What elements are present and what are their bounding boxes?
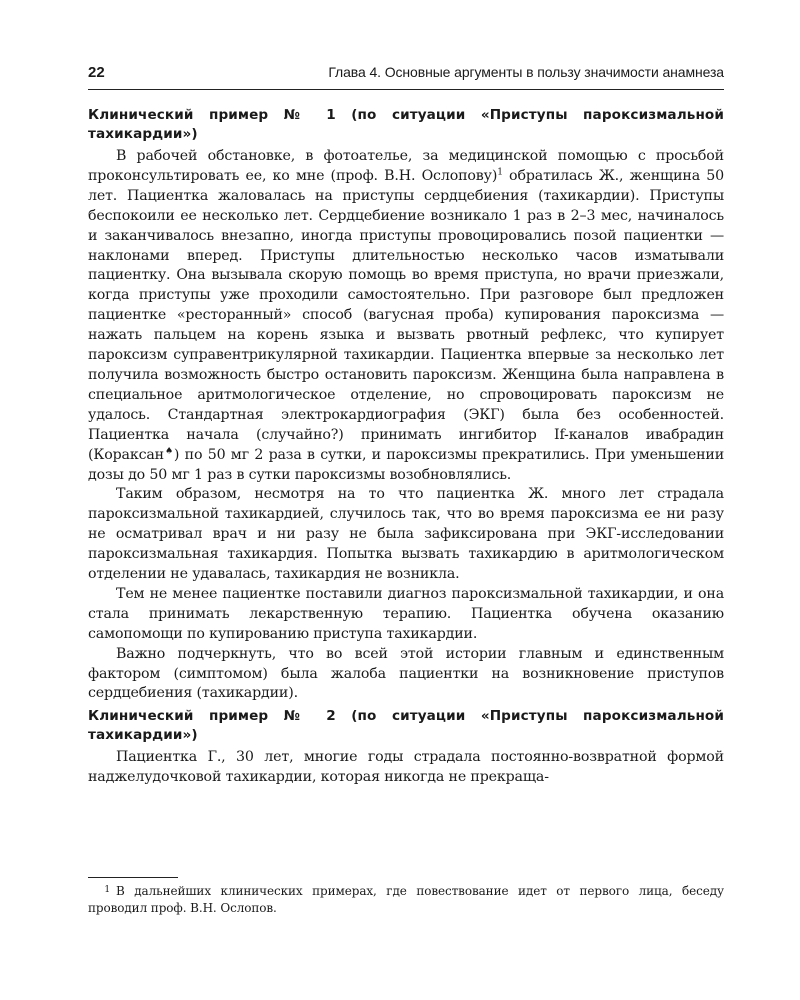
running-header — [88, 62, 724, 86]
registered-mark: ♠ — [163, 445, 174, 456]
case-1-paragraph-4: Важно подчеркнуть, что во всей этой истории главным и единственным фактором (симптомом) была жалоба пациентки на возникновение приступов сердцебиения (тахикардии). — [88, 645, 724, 702]
case-1-p1-text-start: В рабочей обстановке, в фотоателье, за медицинской помощью с просьбой проконсультировать ее, ко мне (проф. В.Н. Ослопову) — [88, 148, 724, 184]
case-1-p1-text-end: ) по 50 мг 2 раза в сутки, и пароксизмы прекратились. При уменьшении дозы до 50 мг 1 раз в сутки пароксизмы возобновлялись. — [88, 446, 724, 483]
case-1-paragraph-3: Тем не менее пациентке поставили диагноз пароксизмальной тахикардии, и она стала принимать лекарственную терапию. Пациентка обучена оказанию самопомощи по купированию приступа тахикардии. — [88, 585, 724, 642]
page-body — [88, 106, 724, 788]
case-1-paragraph-1 — [88, 147, 724, 485]
footnote-divider — [88, 877, 178, 878]
footnote — [88, 882, 724, 917]
case-1-p1-text-middle: обратилась Ж., женщина 50 лет. Пациентка жаловалась на приступы сердцебиения (тахикардии). Приступы беспокоили ее несколько лет. Сердцебиение возникало 1 раз в 2–3 мес, начиналось и заканчивалось внезапно, иногда приступы провоцировались позой пациентки — наклонами вперед. Приступы длительностью несколько часов изматывали пациентку. Она вызывала скорую помощь во время приступа, но врачи приезжали, когда приступы уже проходили самостоятельно. При разговоре был предложен пациентке «ресторанный» способ (вагусная проба) купирования пароксизма — нажать пальцем на корень языка и вызвать рвотный рефлекс, что купирует пароксизм суправентрикулярной тахикардии. Пациентка впервые за несколько лет получила возможность быстро остановить пароксизм. Женщина была направлена в специальное аритмологическое отделение, но спровоцировать пароксизм не удалось. Стандартная электрокардиография (ЭКГ) была без особенностей. Пациентка начала (случайно?) принимать ингибитор If-каналов ивабрадин (Кораксан — [88, 167, 724, 463]
page-number: 22 — [88, 64, 105, 81]
case-2-heading: Клинический пример № 2 (по ситуации «Приступы пароксизмальной тахикардии») — [88, 708, 724, 744]
case-1-paragraph-2: Таким образом, несмотря на то что пациентка Ж. много лет страдала пароксизмальной тахикардией, случилось так, что во время пароксизма ее ни разу не осматривал врач и ни разу не была зафиксирована при ЭКГ-исследовании пароксизмальная тахикардия. Попытка вызвать тахикардию в аритмологическом отделении не удавалась, тахикардия не возникла. — [88, 486, 724, 583]
footnote-text: В дальнейших клинических примерах, где повествование идет от первого лица, беседу проводил проф. В.Н. Ослопов. — [88, 884, 724, 915]
footnote-reference: 1 — [497, 167, 503, 178]
case-1-heading: Клинический пример № 1 (по ситуации «Приступы пароксизмальной тахикардии») — [88, 107, 724, 142]
case-2-paragraph-1: Пациентка Г., 30 лет, многие годы страдала постоянно-возвратной формой наджелудочковой тахикардии, которая никогда не прекраща- — [88, 749, 724, 786]
header-divider — [88, 89, 724, 90]
running-title: Глава 4. Основные аргументы в пользу значимости анамнеза — [328, 64, 724, 80]
footnote-mark: 1 — [104, 885, 110, 895]
